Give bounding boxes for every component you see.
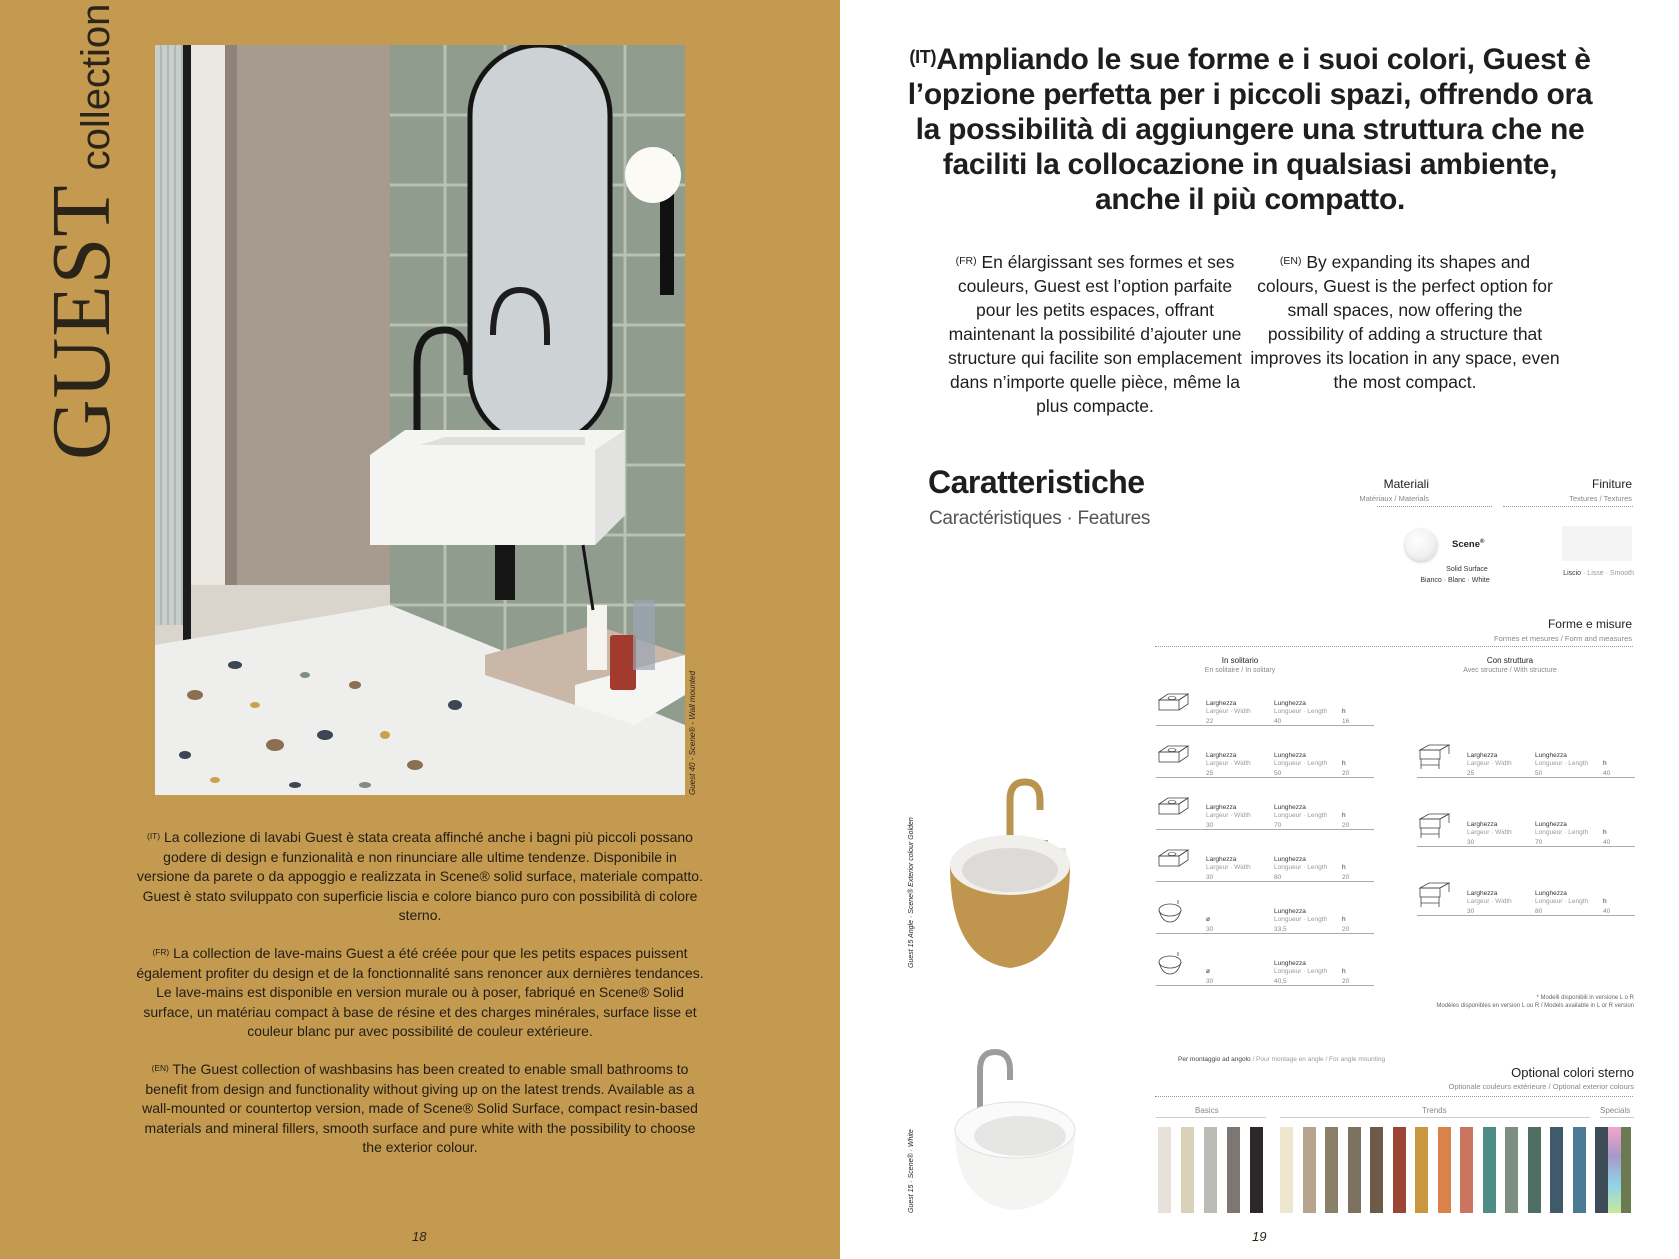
col1-label: Larghezza — [1206, 856, 1237, 863]
col2-sub: Longueur · Length — [1535, 898, 1589, 905]
width-label — [1206, 916, 1210, 924]
headline — [900, 42, 1600, 217]
solo-column-header — [1180, 656, 1300, 674]
col2-sub: Longueur · Length — [1274, 916, 1328, 923]
col2-sub: Longueur · Length — [1274, 708, 1328, 715]
measure-row — [1156, 742, 1374, 778]
value-2: 80 — [1274, 874, 1282, 881]
col1-sub: Largeur · Width — [1206, 864, 1251, 871]
value-2: 70 — [1274, 822, 1282, 829]
scene-color: Bianco · Blanc · White — [1420, 577, 1490, 584]
rect-basin-icon — [1156, 794, 1190, 822]
color-swatch-trend — [1415, 1127, 1428, 1213]
value-1: 30 — [1206, 874, 1214, 881]
white-basin-render — [950, 1040, 1080, 1210]
height-label: h — [1342, 760, 1346, 767]
value-3: 16 — [1342, 718, 1350, 725]
value-3: 40 — [1603, 770, 1611, 777]
smooth-finish-label — [1562, 570, 1634, 577]
col1-label: Larghezza — [1467, 752, 1498, 759]
value-2: 40 — [1274, 718, 1282, 725]
headline-tag: (IT) — [909, 47, 937, 68]
value-2: 50 — [1535, 770, 1543, 777]
forms-divider — [1155, 646, 1633, 647]
measure-row — [1417, 742, 1635, 778]
col1-sub: Largeur · Width — [1206, 708, 1251, 715]
struct-subtitle: Avec structure / With structure — [1463, 667, 1557, 674]
struct-title: Con struttura — [1486, 656, 1534, 665]
col2-sub: Longueur · Length — [1274, 760, 1328, 767]
value-3: 20 — [1342, 926, 1350, 933]
height-label: h — [1603, 898, 1607, 905]
optional-colors-subtitle: Optionale couleurs extérieure / Optional exterior colours — [1448, 1082, 1634, 1091]
col2-sub: Longueur · Length — [1274, 864, 1328, 871]
struct-column-header — [1445, 656, 1575, 674]
length-label — [1274, 700, 1327, 716]
structure-basin-icon — [1417, 811, 1451, 839]
width-label — [1467, 821, 1512, 837]
mount-note-sub: / Pour montage en angle / For angle mounting — [1250, 1056, 1386, 1063]
value-1: 30 — [1467, 908, 1475, 915]
specials-rule — [1600, 1117, 1634, 1118]
height-label: h — [1342, 864, 1346, 871]
color-swatch-trend — [1438, 1127, 1451, 1213]
col2-label: Lunghezza — [1274, 908, 1306, 915]
col2-label: Lunghezza — [1535, 890, 1567, 897]
color-swatch-trend — [1303, 1127, 1316, 1213]
features-subtitle: Caractéristiques · Features — [929, 508, 1151, 529]
features-title: Caratteristiche — [928, 464, 1145, 500]
color-swatch-trend — [1393, 1127, 1406, 1213]
left-text-it — [135, 828, 705, 926]
colors-divider — [1155, 1096, 1633, 1097]
length-label — [1535, 890, 1588, 906]
color-swatch-trend — [1483, 1127, 1496, 1213]
page-number-left: 18 — [412, 1229, 427, 1244]
lang-tag-fr: (FR) — [152, 947, 170, 958]
basin-caption-golden: Guest 15 Angle · Scene® Exterior colour Golden — [908, 817, 915, 968]
left-body-it: La collezione di lavabi Guest è stata creata affinché anche i bagni più piccoli possano godere di design e funzionalità e non rinunciare alle ultime tendenze. Disponibile in versione da parete o da appoggio e realizzata in Scene® solid surface, materiale compatto. Guest è stato sviluppato con superficie liscia e colore bianco puro con possibilità di colore sterno. — [137, 829, 703, 923]
materials-divider — [1377, 506, 1492, 507]
value-2: 50 — [1274, 770, 1282, 777]
value-2: 70 — [1535, 839, 1543, 846]
color-swatch-trend — [1528, 1127, 1541, 1213]
model-note-1: * Modelli disponibili in versione L o R — [1536, 995, 1634, 1001]
height-label: h — [1342, 708, 1346, 715]
materials-subtitle: Matériaux / Materials — [1359, 494, 1429, 503]
intro-en-text: By expanding its shapes and colours, Guest is the perfect option for small spaces, now offering the possibility of adding a structure that improves its location in any space, even the most compact. — [1250, 252, 1560, 392]
scene-material-swatch — [1405, 529, 1437, 561]
intro-en-tag: (EN) — [1279, 254, 1302, 267]
col1-sub: Largeur · Width — [1467, 829, 1512, 836]
col2-label: Lunghezza — [1274, 752, 1306, 759]
smooth-finish-swatch — [1562, 526, 1632, 561]
trends-rule — [1280, 1117, 1590, 1118]
brand-main: GUEST — [35, 184, 128, 460]
col2-sub: Longueur · Length — [1274, 812, 1328, 819]
color-swatch-trend — [1348, 1127, 1361, 1213]
col1-label: Larghezza — [1206, 700, 1237, 707]
mount-note — [1178, 1056, 1385, 1063]
left-body-fr: La collection de lave-mains Guest a été créée pour que les petits espaces puissent également profiter du design et de la fonctionnalité sans renoncer aux dernières tendances. Le lave-mains est disponible en version murale ou à poser, fabriqué en Scene® Solid surface, un matériau compact à base de résine et des charges minérales, surface lisse et couleur blanc pur avec possibilité de couleur extérieure. — [136, 945, 704, 1039]
left-text-fr — [135, 944, 705, 1042]
length-label — [1535, 821, 1588, 837]
forms-subtitle: Formes et mesures / Form and measures — [1494, 634, 1632, 643]
col2-label: Lunghezza — [1274, 960, 1306, 967]
col1-label: Larghezza — [1206, 752, 1237, 759]
measure-row — [1417, 880, 1635, 916]
scene-material-label — [1452, 539, 1484, 550]
round-basin-icon — [1156, 950, 1190, 978]
color-swatch-trend — [1370, 1127, 1383, 1213]
width-label — [1206, 804, 1251, 820]
lang-tag-en: (EN) — [151, 1063, 169, 1074]
color-swatch-trend — [1550, 1127, 1563, 1213]
rect-basin-icon — [1156, 742, 1190, 770]
col1-label: Larghezza — [1467, 890, 1498, 897]
scene-material-name: Scene — [1452, 539, 1480, 551]
width-label — [1467, 752, 1512, 768]
value-3: 40 — [1603, 839, 1611, 846]
page-number-right: 19 — [1252, 1229, 1267, 1244]
finishes-divider — [1503, 506, 1633, 507]
basics-label: Basics — [1195, 1106, 1219, 1115]
height-label: h — [1342, 916, 1346, 923]
solo-title: In solitario — [1221, 656, 1259, 665]
value-3: 40 — [1603, 908, 1611, 915]
col1-label: Larghezza — [1206, 804, 1237, 811]
smooth-finish-sub: · Lisse · Smooth — [1581, 570, 1634, 577]
color-swatch-basic — [1181, 1127, 1194, 1213]
measure-row — [1156, 846, 1374, 882]
round-basin-icon — [1156, 898, 1190, 926]
specials-label: Specials — [1600, 1106, 1631, 1115]
value-1: 25 — [1206, 770, 1214, 777]
width-label — [1206, 752, 1251, 768]
value-2: 40,5 — [1274, 978, 1287, 985]
forms-header — [1494, 617, 1632, 643]
finishes-subtitle: Textures / Textures — [1569, 494, 1632, 503]
height-label: h — [1603, 760, 1607, 767]
left-text-en — [135, 1060, 705, 1158]
finishes-header — [1569, 477, 1632, 503]
col1-label: Larghezza — [1467, 821, 1498, 828]
solo-subtitle: En solitaire / In solitary — [1204, 667, 1276, 674]
col1-label: ø — [1206, 968, 1210, 975]
golden-basin-render — [940, 770, 1080, 970]
value-3: 20 — [1342, 822, 1350, 829]
col1-label: ø — [1206, 916, 1210, 923]
basin-caption-white: Guest 15 · Scene® · White — [908, 1129, 915, 1213]
forms-title: Forme e misure — [1547, 617, 1632, 631]
length-label — [1274, 804, 1327, 820]
col1-sub: Largeur · Width — [1206, 812, 1251, 819]
basics-rule — [1156, 1117, 1266, 1118]
col1-sub: Largeur · Width — [1467, 898, 1512, 905]
col2-label: Lunghezza — [1274, 856, 1306, 863]
length-label — [1274, 856, 1327, 872]
col2-sub: Longueur · Length — [1535, 829, 1589, 836]
col2-label: Lunghezza — [1535, 752, 1567, 759]
value-2: 80 — [1535, 908, 1543, 915]
value-3: 20 — [1342, 770, 1350, 777]
photo-caption: Guest 40 - Scene® - Wall mounted — [688, 670, 697, 795]
brand-title — [35, 3, 128, 460]
length-label — [1274, 752, 1327, 768]
col2-label: Lunghezza — [1535, 821, 1567, 828]
color-swatch-basic — [1158, 1127, 1171, 1213]
color-swatch-trend — [1573, 1127, 1586, 1213]
bathroom-illustration — [155, 45, 685, 795]
color-swatch-basic — [1227, 1127, 1240, 1213]
color-swatch-basic — [1204, 1127, 1217, 1213]
length-label — [1274, 960, 1327, 976]
smooth-finish-name: Liscio — [1563, 570, 1582, 577]
col2-label: Lunghezza — [1274, 804, 1306, 811]
value-1: 25 — [1467, 770, 1475, 777]
materials-title: Materiali — [1383, 477, 1429, 491]
intro-en — [1250, 250, 1560, 394]
value-1: 30 — [1206, 926, 1214, 933]
value-1: 30 — [1206, 978, 1214, 985]
width-label — [1206, 700, 1251, 716]
measure-row — [1156, 898, 1374, 934]
scene-material-sub — [1410, 564, 1500, 586]
model-note-2: Modèles disponibles en version L ou R / Models available in L or R version — [1436, 1003, 1634, 1009]
scene-solid-surface: Solid Surface — [1446, 566, 1488, 573]
width-label — [1206, 968, 1210, 976]
height-label: h — [1603, 829, 1607, 836]
col2-sub: Longueur · Length — [1274, 968, 1328, 975]
structure-basin-icon — [1417, 742, 1451, 770]
value-2: 33,5 — [1274, 926, 1287, 933]
rect-basin-icon — [1156, 846, 1190, 874]
headline-text: Ampliando le sue forme e i suoi colori, Guest è l’opzione perfetta per i piccoli spazi, offrendo ora la possibilità di aggiungere una struttura che ne faciliti la collocazione in qualsiasi ambiente, anche il più compatto. — [907, 43, 1593, 216]
width-label — [1206, 856, 1251, 872]
scene-reg-mark: ® — [1480, 539, 1485, 545]
structure-basin-icon — [1417, 880, 1451, 908]
length-label — [1274, 908, 1327, 924]
measure-row — [1156, 690, 1374, 726]
length-label — [1535, 752, 1588, 768]
color-swatch-trend — [1325, 1127, 1338, 1213]
value-1: 22 — [1206, 718, 1214, 725]
col1-sub: Largeur · Width — [1206, 760, 1251, 767]
rect-basin-icon — [1156, 690, 1190, 718]
value-3: 20 — [1342, 874, 1350, 881]
color-swatch-trend — [1505, 1127, 1518, 1213]
optional-colors-title: Optional colori sterno — [1511, 1065, 1634, 1080]
left-body-en: The Guest collection of washbasins has been created to enable small bathrooms to benefit from design and functionality without giving up on the latest trends. Available as a wall-mounted or countertop version, made of Scene® Solid Surface, compact resin-based materials and mineral fillers, smooth surface and pure white with the possibility to choose the exterior colour. — [142, 1061, 698, 1155]
lang-tag-it: (IT) — [147, 831, 161, 842]
color-swatch-trend — [1280, 1127, 1293, 1213]
value-1: 30 — [1206, 822, 1214, 829]
color-swatch-trend — [1460, 1127, 1473, 1213]
materials-header — [1359, 477, 1429, 503]
right-page — [840, 0, 1679, 1259]
color-swatch-basic — [1250, 1127, 1263, 1213]
value-3: 20 — [1342, 978, 1350, 985]
intro-fr-tag: (FR) — [955, 254, 977, 267]
col1-sub: Largeur · Width — [1467, 760, 1512, 767]
width-label — [1467, 890, 1512, 906]
bathroom-photo — [155, 45, 685, 795]
intro-fr — [940, 250, 1250, 418]
brand-sub: collection — [74, 3, 118, 171]
height-label: h — [1342, 812, 1346, 819]
measure-row — [1156, 794, 1374, 830]
trends-label: Trends — [1422, 1106, 1447, 1115]
measure-row — [1417, 811, 1635, 847]
mount-note-text: Per montaggio ad angolo — [1178, 1056, 1251, 1063]
finishes-title: Finiture — [1591, 477, 1632, 491]
color-swatch-special — [1608, 1127, 1621, 1213]
height-label: h — [1342, 968, 1346, 975]
value-1: 30 — [1467, 839, 1475, 846]
col2-label: Lunghezza — [1274, 700, 1306, 707]
color-swatch-trend — [1595, 1127, 1608, 1213]
measure-row — [1156, 950, 1374, 986]
intro-fr-text: En élargissant ses formes et ses couleurs, Guest est l’option parfaite pour les petits espaces, offrant maintenant la possibilité d’ajouter une structure qui facilite son emplacement dans n’importe quelle pièce, même la plus compacte. — [948, 252, 1242, 416]
col2-sub: Longueur · Length — [1535, 760, 1589, 767]
